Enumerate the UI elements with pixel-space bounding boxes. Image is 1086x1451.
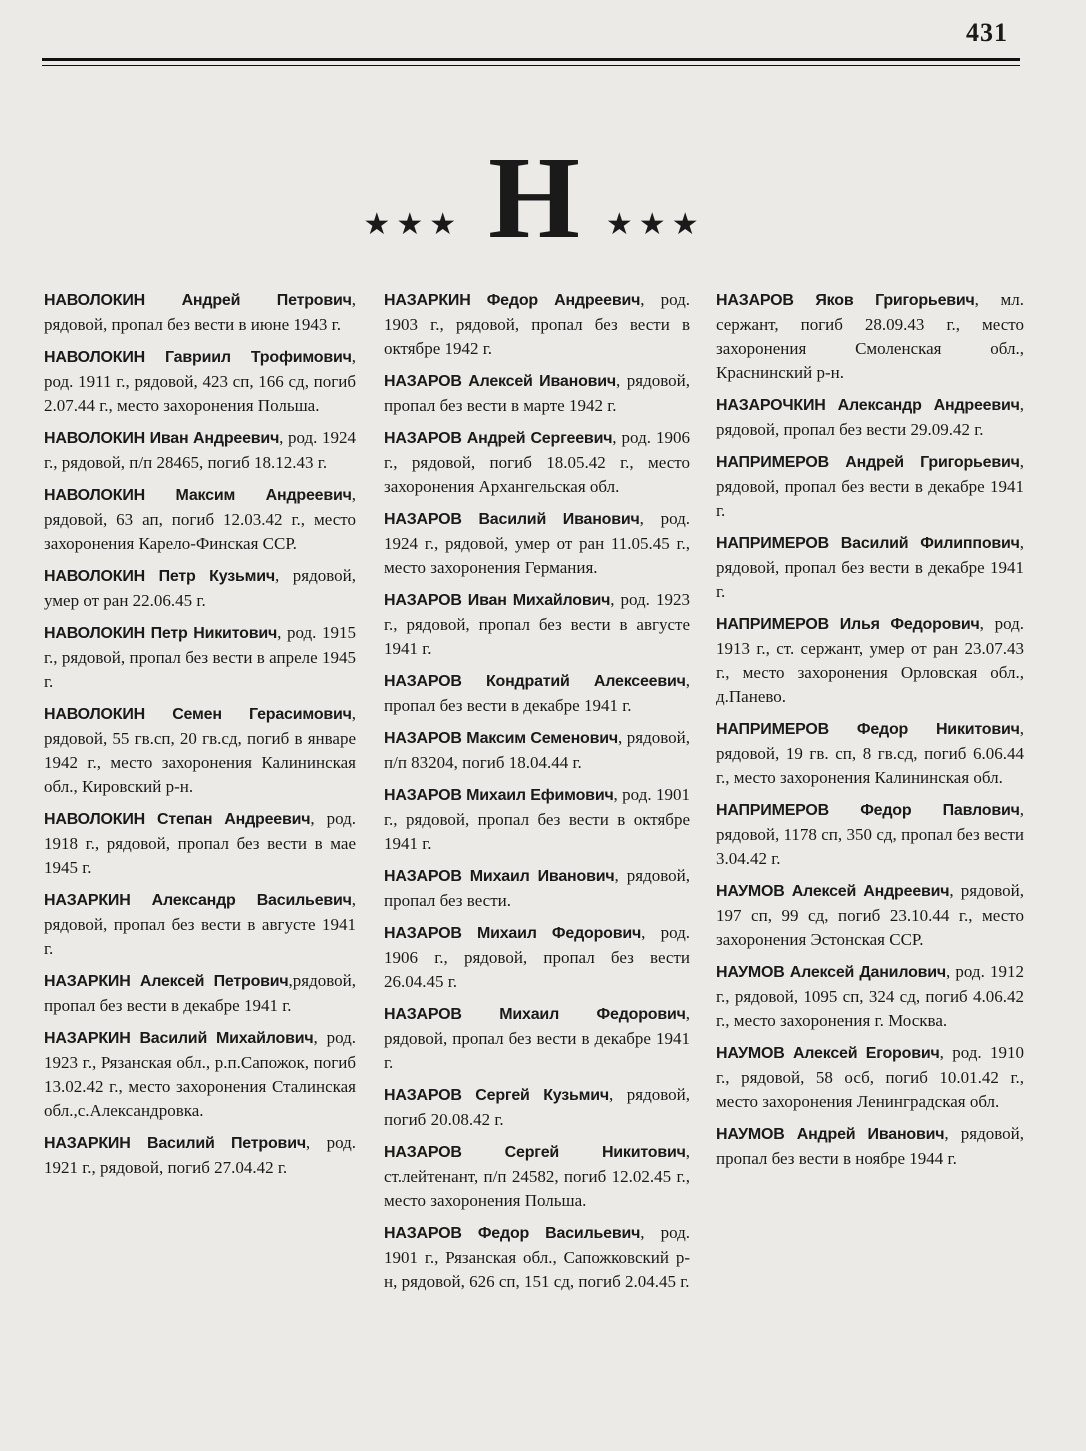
entry-name: НАУМОВ Андрей Иванович: [716, 1126, 945, 1143]
header-rule-thin: [42, 65, 1020, 66]
entry-name: НАЗАРКИН Василий Петрович: [44, 1135, 306, 1152]
entry-details: , род. 1924 г., рядовой, умер от ран 11.05.45 г., место захоронения Германия.: [384, 509, 690, 577]
entry-details: , рядовой, пропал без вести в декабре 1941 г.: [716, 533, 1024, 601]
entry-name: НАПРИМЕРОВ Василий Филиппович: [716, 535, 1020, 552]
entry-details: , род. 1923 г., Рязанская обл., р.п.Сапожок, погиб 13.02.42 г., место захоронения Сталинская обл.,с.Александровка.: [44, 1028, 356, 1120]
entry-details: , род. 1913 г., ст. сержант, умер от ран 23.07.43 г., место захоронения Орловская обл., д.Панево.: [716, 614, 1024, 706]
entry-name: НАВОЛОКИН Петр Кузьмич: [44, 568, 275, 585]
list-item: [44, 345, 356, 418]
entry-details: , род. 1901 г., Рязанская обл., Сапожковский р-н, рядовой, 626 сп, 151 сд, погиб 2.04.45 г.: [384, 1223, 690, 1291]
entry-details: , рядовой, 55 гв.сп, 20 гв.сд, погиб в январе 1942 г., место захоронения Калининская обл., Кировский р-н.: [44, 704, 356, 796]
entry-details: , рядовой, 19 гв. сп, 8 гв.сд, погиб 6.06.44 г., место захоронения Калининская обл.: [716, 719, 1024, 787]
stars-left-icon: ★★★: [363, 208, 463, 241]
entry-name: НАПРИМЕРОВ Федор Павлович: [716, 802, 1020, 819]
entry-details: , рядовой, 1178 сп, 350 сд, пропал без вести 3.04.42 г.: [716, 800, 1024, 868]
entry-details: , род. 1901 г., рядовой, пропал без вести в октябре 1941 г.: [384, 785, 690, 853]
entry-details: , род. 1911 г., рядовой, 423 сп, 166 сд, погиб 2.07.44 г., место захоронения Польша.: [44, 347, 356, 415]
entry-name: НАПРИМЕРОВ Андрей Григорьевич: [716, 454, 1020, 471]
entry-details: , род. 1912 г., рядовой, 1095 сп, 324 сд, погиб 4.06.42 г., место захоронения г. Москва.: [716, 962, 1024, 1030]
entry-name: НАВОЛОКИН Степан Андреевич: [44, 811, 311, 828]
list-item: [384, 921, 690, 994]
entry-name: НАЗАРОЧКИН Александр Андреевич: [716, 397, 1020, 414]
entry-name: НАЗАРОВ Михаил Федорович: [384, 925, 642, 942]
list-item: [384, 864, 690, 913]
list-item: [716, 960, 1024, 1033]
entry-name: НАЗАРОВ Михаил Ефимович: [384, 787, 614, 804]
entry-details: , рядовой, пропал без вести в декабре 1941 г.: [384, 1004, 690, 1072]
list-item: [716, 393, 1024, 442]
list-item: [716, 612, 1024, 709]
list-item: [384, 783, 690, 856]
entry-details: , рядовой, 197 сп, 99 сд, погиб 23.10.44 г., место захоронения Эстонская ССР.: [716, 881, 1024, 949]
list-item: [716, 1041, 1024, 1114]
entry-details: , мл. сержант, погиб 28.09.43 г., место захоронения Смоленская обл., Краснинский р-н.: [716, 290, 1024, 382]
list-item: [716, 288, 1024, 385]
stars-right-icon: ★★★: [605, 208, 705, 241]
list-item: [716, 798, 1024, 871]
entry-details: , рядовой, пропал без вести в марте 1942 г.: [384, 371, 690, 415]
entry-name: НАЗАРОВ Алексей Иванович: [384, 373, 617, 390]
entry-name: НАЗАРОВ Михаил Федорович: [384, 1006, 686, 1023]
entry-details: , ст.лейтенант, п/п 24582, погиб 12.02.45 г., место захоронения Польша.: [384, 1142, 690, 1210]
section-letter: Н: [488, 131, 580, 263]
entry-name: НАЗАРКИН Алексей Петрович: [44, 973, 289, 990]
entry-details: , рядовой, пропал без вести в июне 1943 г.: [44, 290, 356, 334]
list-item: [716, 531, 1024, 604]
list-item: [44, 564, 356, 613]
list-item: [44, 483, 356, 556]
column-1: [44, 288, 356, 1188]
entry-details: , рядовой, пропал без вести 29.09.42 г.: [716, 395, 1024, 439]
entry-details: ,рядовой, пропал без вести в декабре 1941 г.: [44, 971, 356, 1015]
list-item: [44, 288, 356, 337]
entry-name: НАЗАРКИН Александр Васильевич: [44, 892, 352, 909]
list-item: [384, 588, 690, 661]
list-item: [44, 969, 356, 1018]
column-3: [716, 288, 1024, 1179]
header-rule-thick: [42, 58, 1020, 61]
entry-name: НАВОЛОКИН Максим Андреевич: [44, 487, 352, 504]
entry-details: , рядовой, погиб 20.08.42 г.: [384, 1085, 690, 1129]
entry-name: НАЗАРОВ Кондратий Алексеевич: [384, 673, 686, 690]
entry-name: НАЗАРОВ Федор Васильевич: [384, 1225, 641, 1242]
page-number: 431: [966, 18, 1008, 47]
entry-details: , рядовой, пропал без вести в декабре 1941 г.: [716, 452, 1024, 520]
entry-details: , рядовой, пропал без вести в ноябре 1944 г.: [716, 1124, 1024, 1168]
list-item: [716, 1122, 1024, 1171]
list-item: [384, 1002, 690, 1075]
entry-details: , пропал без вести в декабре 1941 г.: [384, 671, 690, 715]
entry-name: НАУМОВ Алексей Егорович: [716, 1045, 940, 1062]
list-item: [384, 726, 690, 775]
entry-name: НАЗАРОВ Иван Михайлович: [384, 592, 611, 609]
list-item: [384, 288, 690, 361]
entry-details: , рядовой, п/п 83204, погиб 18.04.44 г.: [384, 728, 690, 772]
entry-details: , род. 1903 г., рядовой, пропал без вести в октябре 1942 г.: [384, 290, 690, 358]
list-item: [44, 1131, 356, 1180]
entry-name: НАВОЛОКИН Иван Андреевич: [44, 430, 280, 447]
entry-name: НАЗАРОВ Андрей Сергеевич: [384, 430, 613, 447]
entry-name: НАЗАРОВ Максим Семенович: [384, 730, 618, 747]
list-item: [716, 450, 1024, 523]
entry-details: , род. 1915 г., рядовой, пропал без вести в апреле 1945 г.: [44, 623, 356, 691]
entry-details: , род. 1918 г., рядовой, пропал без вести в мае 1945 г.: [44, 809, 356, 877]
entry-name: НАВОЛОКИН Андрей Петрович: [44, 292, 352, 309]
entry-details: , род. 1921 г., рядовой, погиб 27.04.42 г.: [44, 1133, 356, 1177]
entry-details: , рядовой, пропал без вести в августе 1941 г.: [44, 890, 356, 958]
list-item: [44, 1026, 356, 1123]
list-item: [384, 426, 690, 499]
entry-name: НАВОЛОКИН Семен Герасимович: [44, 706, 352, 723]
list-item: [44, 426, 356, 475]
entry-details: , рядовой, умер от ран 22.06.45 г.: [44, 566, 357, 610]
column-2: [384, 288, 690, 1302]
list-item: [44, 702, 356, 799]
entry-name: НАВОЛОКИН Гавриил Трофимович: [44, 349, 352, 366]
list-item: [716, 879, 1024, 952]
entry-name: НАЗАРОВ Михаил Иванович: [384, 868, 615, 885]
entry-name: НАЗАРОВ Сергей Никитович: [384, 1144, 686, 1161]
list-item: [384, 669, 690, 718]
entry-name: НАЗАРОВ Василий Иванович: [384, 511, 640, 528]
entry-name: НАВОЛОКИН Петр Никитович: [44, 625, 278, 642]
list-item: [44, 621, 356, 694]
entry-details: , род. 1906 г., рядовой, пропал без вести 26.04.45 г.: [384, 923, 690, 991]
entry-name: НАПРИМЕРОВ Илья Федорович: [716, 616, 980, 633]
entry-details: , рядовой, пропал без вести.: [384, 866, 690, 910]
list-item: [44, 807, 356, 880]
entry-name: НАЗАРКИН Федор Андреевич: [384, 292, 641, 309]
entry-name: НАЗАРОВ Яков Григорьевич: [716, 292, 975, 309]
entry-details: , рядовой, 63 ап, погиб 12.03.42 г., место захоронения Карело-Финская ССР.: [44, 485, 356, 553]
list-item: [44, 888, 356, 961]
entry-name: НАУМОВ Алексей Данилович: [716, 964, 947, 981]
list-item: [384, 369, 690, 418]
entry-name: НАЗАРОВ Сергей Кузьмич: [384, 1087, 609, 1104]
list-item: [384, 1221, 690, 1294]
list-item: [384, 1140, 690, 1213]
list-item: [384, 1083, 690, 1132]
entry-name: НАУМОВ Алексей Андреевич: [716, 883, 950, 900]
entry-name: НАПРИМЕРОВ Федор Никитович: [716, 721, 1020, 738]
entry-details: , род. 1924 г., рядовой, п/п 28465, погиб 18.12.43 г.: [44, 428, 356, 472]
entry-details: , род. 1910 г., рядовой, 58 осб, погиб 10.01.42 г., место захоронения Ленинградская обл.: [716, 1043, 1024, 1111]
entry-details: , род. 1906 г., рядовой, погиб 18.05.42 г., место захоронения Архангельская обл.: [384, 428, 690, 496]
section-letter-heading: [363, 131, 705, 263]
entry-details: , род. 1923 г., рядовой, пропал без вести в августе 1941 г.: [384, 590, 690, 658]
list-item: [384, 507, 690, 580]
list-item: [716, 717, 1024, 790]
entry-name: НАЗАРКИН Василий Михайлович: [44, 1030, 314, 1047]
